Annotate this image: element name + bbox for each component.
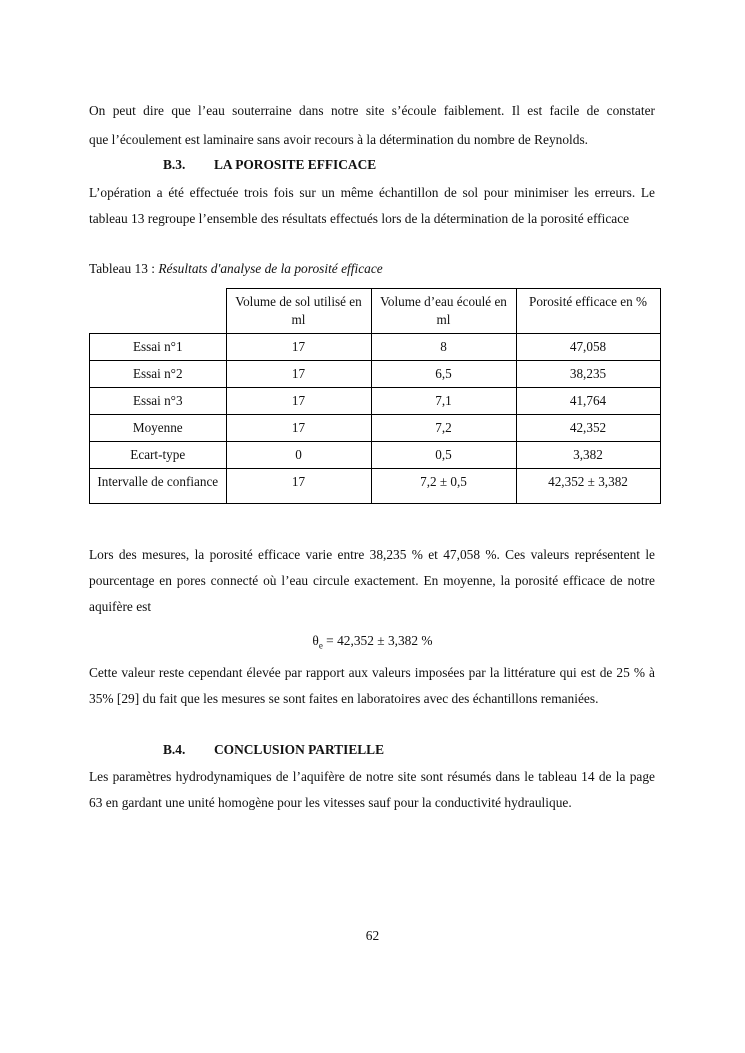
intro-line-1: On peut dire que l’eau souterraine dans notre site s’écoule faiblement. Il est facile de constater [89,103,655,118]
table-cell: Essai n°1 [90,334,227,361]
formula-symbol: θ [312,633,319,648]
formula-subscript: e [318,640,323,651]
paragraph-mesures: Lors des mesures, la porosité efficace varie entre 38,235 % et 47,058 %. Ces valeurs représentent le pourcentage en pores connecté où l’eau circule exactement. En moyenne, la porosité efficace de notre aquifère est [89,547,655,614]
table-row [90,442,661,469]
table-cell: 42,352 [516,415,660,442]
table-cell: 6,5 [371,361,516,388]
table-cell: 0,5 [371,442,516,469]
table-caption [89,261,383,277]
table-cell: 38,235 [516,361,660,388]
intro-line-2: que l’écoulement est laminaire sans avoir recours à la détermination du nombre de Reynolds. [89,132,589,147]
table-cell: 7,2 ± 0,5 [371,469,516,504]
table-cell: 17 [226,388,371,415]
table-cell: 17 [226,361,371,388]
table-cell: Moyenne [90,415,227,442]
formula-value: = 42,352 ± 3,382 % [322,633,433,648]
table-cell: 3,382 [516,442,660,469]
table-caption-title: Résultats d'analyse de la porosité efficace [158,261,383,276]
table-row [90,361,661,388]
table-row [90,415,661,442]
section-heading-b4 [163,742,384,758]
paragraph-operation: L’opération a été effectuée trois fois sur un même échantillon de sol pour minimiser les erreurs. Le tableau 13 regroupe l’ensemble des résultats effectués lors de la détermination de la porosité efficace [89,185,655,226]
table-cell: 47,058 [516,334,660,361]
table-cell: 7,1 [371,388,516,415]
table-header-cell: Volume d’eau écoulé en ml [371,289,516,334]
table-cell: 8 [371,334,516,361]
section-title: LA POROSITE EFFICACE [214,157,377,172]
table-cell: 17 [226,469,371,504]
table-header-cell: Volume de sol utilisé en ml [226,289,371,334]
table-row [90,469,661,504]
paragraph-conclusion: Les paramètres hydrodynamiques de l’aquifère de notre site sont résumés dans le tableau 14 de la page 63 en gardant une unité homogène pour les vitesses sauf pour la conductivité hydraulique. [89,769,655,810]
table-cell: 41,764 [516,388,660,415]
table-corner-cell [90,289,227,334]
table-cell: Ecart-type [90,442,227,469]
section-number: B.3. [163,157,186,172]
porosity-formula [0,633,745,651]
table-cell: 42,352 ± 3,382 [516,469,660,504]
paragraph-valeur: Cette valeur reste cependant élevée par rapport aux valeurs imposées par la littérature qui est de 25 % à 35% [29] du fait que les mesures se sont faites en laboratoires avec des échantillons remaniées. [89,665,655,706]
section-title: CONCLUSION PARTIELLE [214,742,385,757]
section-heading-b3 [163,157,376,173]
table-cell: 7,2 [371,415,516,442]
porosity-table [89,288,661,504]
table-header-cell: Porosité efficace en % [516,289,660,334]
table-cell: Essai n°2 [90,361,227,388]
table-cell: Intervalle de confiance [90,469,227,504]
section-number: B.4. [163,742,186,757]
table-caption-label: Tableau 13 : [89,261,159,276]
table-row [90,334,661,361]
table-cell: Essai n°3 [90,388,227,415]
table-cell: 17 [226,334,371,361]
page-number: 62 [365,928,380,943]
table-row [90,388,661,415]
table-cell: 17 [226,415,371,442]
table-cell: 0 [226,442,371,469]
table-header-row [90,289,661,334]
